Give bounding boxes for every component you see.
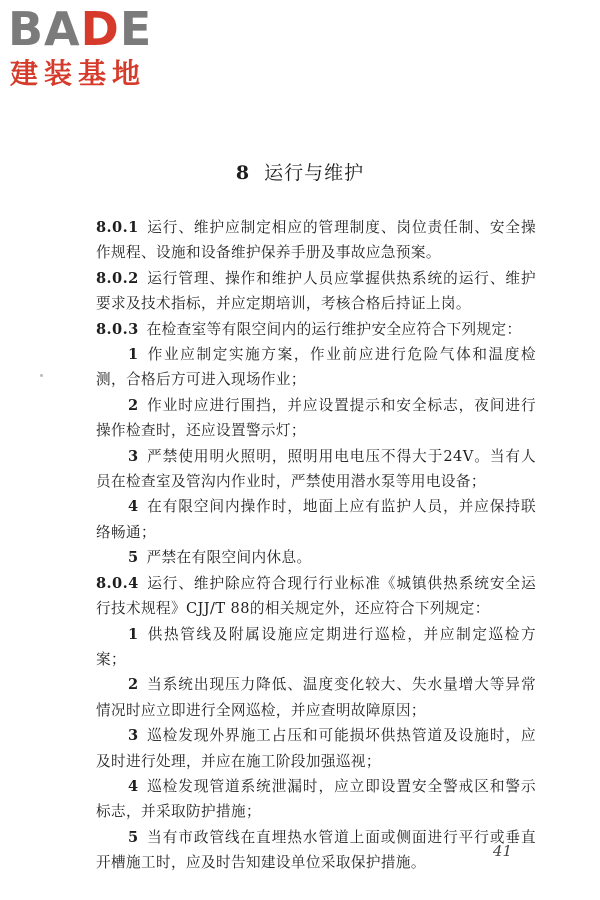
clause-8-0-4 <box>96 571 536 622</box>
clause-text: 运行、维护应制定相应的管理制度、岗位责任制、安全操作规程、设施和设备维护保养手册及事故应急预案。 <box>96 219 536 262</box>
clause-number: 8.0.3 <box>96 320 139 338</box>
clause-text: 在检查室等有限空间内的运行维护安全应符合下列规定： <box>146 320 522 338</box>
item-text: 严禁在有限空间内休息。 <box>146 549 312 567</box>
item-number: 4 <box>128 777 139 795</box>
clause-number: 8.0.4 <box>96 574 139 592</box>
list-item <box>96 342 536 393</box>
page-content <box>96 215 536 876</box>
logo-word-accent: D <box>80 2 120 56</box>
list-item <box>96 494 536 545</box>
item-number: 5 <box>128 549 139 567</box>
logo-subtitle: 建装基地 <box>10 57 147 90</box>
clause-8-0-1 <box>96 215 536 266</box>
margin-dot <box>40 374 43 377</box>
logo-word-part: BA <box>8 2 81 56</box>
clause-text: 运行管理、操作和维护人员应掌握供热系统的运行、维护要求及技术指标，并应定期培训，考核合格后持证上岗。 <box>96 269 536 313</box>
clause-8-0-3 <box>96 317 536 342</box>
item-number: 4 <box>128 498 139 516</box>
list-item <box>96 672 536 723</box>
item-number: 2 <box>128 676 139 694</box>
page-number: 41 <box>492 842 512 860</box>
item-number: 3 <box>128 447 139 465</box>
chapter-number: 8 <box>235 162 251 184</box>
list-item <box>96 545 536 570</box>
chapter-title: 运行与维护 <box>264 162 365 184</box>
item-number: 1 <box>128 346 139 364</box>
item-text: 巡检发现管道系统泄漏时，应立即设置安全警戒区和警示标志，并采取防护措施； <box>96 777 536 821</box>
chapter-heading <box>0 158 600 185</box>
clause-8-0-2 <box>96 266 536 317</box>
clause-number: 8.0.2 <box>96 269 139 287</box>
list-item <box>96 444 536 495</box>
item-text: 巡检发现外界施工占压和可能损坏供热管道及设施时，应及时进行处理，并应在施工阶段加强巡视； <box>96 727 536 770</box>
item-number: 2 <box>128 396 139 414</box>
list-item <box>96 723 536 774</box>
item-text: 作业时应进行围挡，并应设置提示和安全标志，夜间进行操作检查时，还应设置警示灯； <box>96 396 536 440</box>
item-text: 供热管线及附属设施应定期进行巡检，并应制定巡检方案； <box>96 625 536 668</box>
item-text: 作业应制定实施方案，作业前应进行危险气体和温度检测，合格后方可进入现场作业； <box>96 346 536 389</box>
item-number: 1 <box>128 625 139 643</box>
logo-wordmark <box>8 4 152 54</box>
item-text: 在有限空间内操作时，地面上应有监护人员，并应保持联络畅通； <box>96 498 536 541</box>
clause-text: 运行、维护除应符合现行行业标准《城镇供热系统安全运行技术规程》CJJ/T 88的相关规定外，还应符合下列规定： <box>96 574 536 618</box>
logo-word-part: E <box>119 2 153 56</box>
list-item <box>96 774 536 825</box>
item-text: 当系统出现压力降低、温度变化较大、失水量增大等异常情况时应立即进行全网巡检，并应查明故障原因； <box>96 676 536 719</box>
list-item <box>96 393 536 444</box>
item-number: 5 <box>128 828 139 846</box>
bade-logo <box>8 4 178 94</box>
clause-number: 8.0.1 <box>96 219 139 236</box>
list-item <box>96 622 536 673</box>
item-text: 严禁使用明火照明，照明用电电压不得大于24V。当有人员在检查室及管沟内作业时，严禁使用潜水泵等用电设备； <box>96 447 536 491</box>
item-text: 当有市政管线在直埋热水管道上面或侧面进行平行或垂直开槽施工时，应及时告知建设单位采取保护措施。 <box>96 828 536 872</box>
item-number: 3 <box>128 727 139 745</box>
list-item <box>96 825 536 876</box>
